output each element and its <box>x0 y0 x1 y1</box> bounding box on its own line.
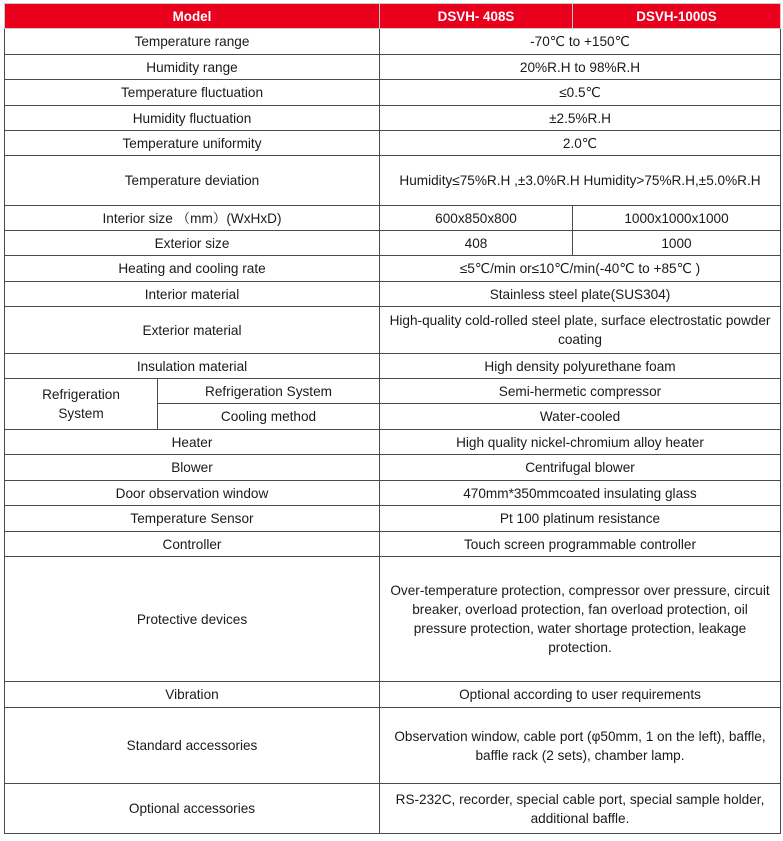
header-row <box>5 4 781 29</box>
table-row <box>5 557 781 682</box>
row-label: Temperature range <box>5 29 380 55</box>
row-label: Temperature uniformity <box>5 131 380 156</box>
row-label: Protective devices <box>5 557 380 682</box>
row-value: 470mm*350mmcoated insulating glass <box>380 481 781 506</box>
row-value: 2.0℃ <box>380 131 781 156</box>
row-label: Temperature fluctuation <box>5 80 380 106</box>
row-value: ≤0.5℃ <box>380 80 781 106</box>
table-row <box>5 307 781 354</box>
row-value-a: 408 <box>380 231 573 256</box>
model-b-header: DSVH-1000S <box>573 4 781 29</box>
table-row <box>5 131 781 156</box>
row-value: ±2.5%R.H <box>380 106 781 131</box>
row-label: Humidity fluctuation <box>5 106 380 131</box>
row-label: Cooling method <box>158 404 380 430</box>
table-row <box>5 430 781 455</box>
row-value: Observation window, cable port (φ50mm, 1 on the left), baffle, baffle rack (2 sets), chamber lamp. <box>380 708 781 784</box>
table-row <box>5 80 781 106</box>
row-value: 20%R.H to 98%R.H <box>380 55 781 80</box>
table-row <box>5 354 781 379</box>
row-label: Insulation material <box>5 354 380 379</box>
row-value: High quality nickel-chromium alloy heater <box>380 430 781 455</box>
row-label: Controller <box>5 532 380 557</box>
row-value: Pt 100 platinum resistance <box>380 506 781 532</box>
row-label: Door observation window <box>5 481 380 506</box>
model-a-header: DSVH- 408S <box>380 4 573 29</box>
table-row <box>5 206 781 231</box>
row-label: Exterior material <box>5 307 380 354</box>
table-row <box>5 455 781 481</box>
row-value-b: 1000x1000x1000 <box>573 206 781 231</box>
table-row <box>5 55 781 80</box>
row-value: -70℃ to +150℃ <box>380 29 781 55</box>
row-value: Over-temperature protection, compressor over pressure, circuit breaker, overload protection, fan overload protection, oil pressure protection, water shortage protection, leakage protection. <box>380 557 781 682</box>
refrigeration-group-label: Refrigeration System <box>5 379 158 430</box>
row-value: Optional according to user requirements <box>380 682 781 708</box>
table-row <box>5 682 781 708</box>
row-label: Standard accessories <box>5 708 380 784</box>
row-label: Temperature Sensor <box>5 506 380 532</box>
row-label: Optional accessories <box>5 784 380 834</box>
row-label: Interior size （mm）(WxHxD) <box>5 206 380 231</box>
table-row <box>5 282 781 307</box>
table-row <box>5 106 781 131</box>
row-label: Blower <box>5 455 380 481</box>
row-label: Humidity range <box>5 55 380 80</box>
model-header: Model <box>5 4 380 29</box>
row-value: Water-cooled <box>380 404 781 430</box>
row-value: Touch screen programmable controller <box>380 532 781 557</box>
table-row <box>5 532 781 557</box>
row-label: Vibration <box>5 682 380 708</box>
row-label: Heating and cooling rate <box>5 256 380 282</box>
row-value: RS-232C, recorder, special cable port, special sample holder, additional baffle. <box>380 784 781 834</box>
row-value: High density polyurethane foam <box>380 354 781 379</box>
row-label: Temperature deviation <box>5 156 380 206</box>
row-value: Humidity≤75%R.H ,±3.0%R.H Humidity>75%R.H,±5.0%R.H <box>380 156 781 206</box>
row-value: Centrifugal blower <box>380 455 781 481</box>
row-value: ≤5℃/min or≤10℃/min(-40℃ to +85℃ ) <box>380 256 781 282</box>
table-row <box>5 481 781 506</box>
table-row <box>5 29 781 55</box>
row-label: Exterior size <box>5 231 380 256</box>
row-label: Heater <box>5 430 380 455</box>
row-value: Semi-hermetic compressor <box>380 379 781 404</box>
table-row <box>5 784 781 834</box>
table-row <box>5 379 781 404</box>
table-row <box>5 256 781 282</box>
table-row <box>5 156 781 206</box>
spec-table <box>4 3 781 834</box>
row-value-b: 1000 <box>573 231 781 256</box>
row-label: Refrigeration System <box>158 379 380 404</box>
row-value-a: 600x850x800 <box>380 206 573 231</box>
table-row <box>5 708 781 784</box>
row-value: Stainless steel plate(SUS304) <box>380 282 781 307</box>
table-row <box>5 506 781 532</box>
table-row <box>5 231 781 256</box>
row-value: High-quality cold-rolled steel plate, surface electrostatic powder coating <box>380 307 781 354</box>
row-label: Interior material <box>5 282 380 307</box>
